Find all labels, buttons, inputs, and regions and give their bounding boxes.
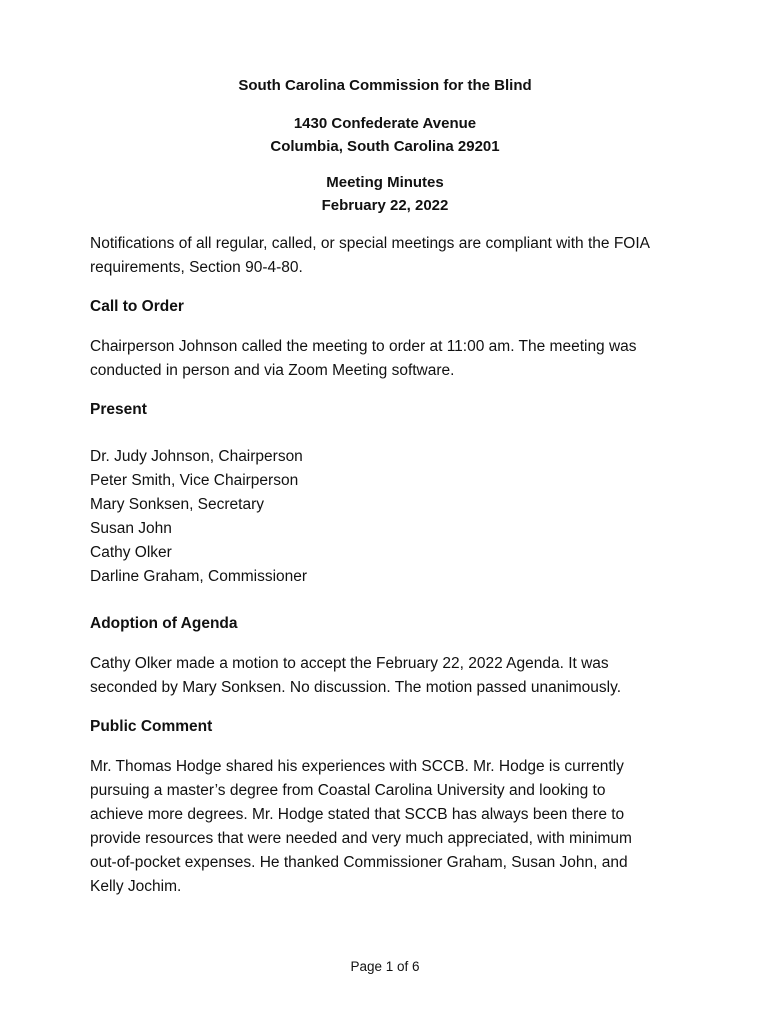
list-item: Peter Smith, Vice Chairperson [90, 472, 299, 489]
intro-paragraph [90, 232, 690, 280]
meeting-date: February 22, 2022 [321, 197, 449, 214]
paragraph-line: conducted in person and via Zoom Meeting software. [90, 362, 455, 379]
org-name: South Carolina Commission for the Blind [238, 77, 532, 94]
public-comment-heading: Public Comment [90, 718, 213, 735]
list-item: Dr. Judy Johnson, Chairperson [90, 448, 303, 465]
call-to-order-heading: Call to Order [90, 298, 184, 315]
intro-line: requirements, Section 90-4-80. [90, 259, 303, 276]
list-item: Darline Graham, Commissioner [90, 568, 308, 585]
paragraph-line: achieve more degrees. Mr. Hodge stated that SCCB has always been there to [90, 806, 625, 823]
address-line-2: Columbia, South Carolina 29201 [270, 138, 500, 155]
page-number: Page 1 of 6 [350, 959, 420, 974]
paragraph-line: pursuing a master’s degree from Coastal Carolina University and looking to [90, 782, 606, 799]
adoption-heading: Adoption of Agenda [90, 615, 238, 632]
doc-title: Meeting Minutes [326, 174, 444, 191]
present-heading: Present [90, 401, 147, 418]
address-line-1: 1430 Confederate Avenue [293, 115, 477, 132]
paragraph-line: out-of-pocket expenses. He thanked Commissioner Graham, Susan John, and [90, 854, 628, 871]
present-list [90, 445, 690, 589]
paragraph-line: provide resources that were needed and very much appreciated, with minimum [90, 830, 632, 847]
paragraph-line: seconded by Mary Sonksen. No discussion. The motion passed unanimously. [90, 679, 622, 696]
call-to-order-paragraph [90, 335, 690, 383]
public-comment-paragraph [90, 755, 690, 899]
paragraph-line: Kelly Jochim. [90, 878, 182, 895]
paragraph-line: Cathy Olker made a motion to accept the February 22, 2022 Agenda. It was [90, 655, 609, 672]
list-item: Mary Sonksen, Secretary [90, 496, 265, 513]
list-item: Susan John [90, 520, 172, 537]
paragraph-line: Mr. Thomas Hodge shared his experiences with SCCB. Mr. Hodge is currently [90, 758, 624, 775]
list-item: Cathy Olker [90, 544, 172, 561]
paragraph-line: Chairperson Johnson called the meeting to order at 11:00 am. The meeting was [90, 338, 637, 355]
adoption-paragraph [90, 652, 690, 700]
intro-line: Notifications of all regular, called, or special meetings are compliant with the FOIA [90, 235, 650, 252]
